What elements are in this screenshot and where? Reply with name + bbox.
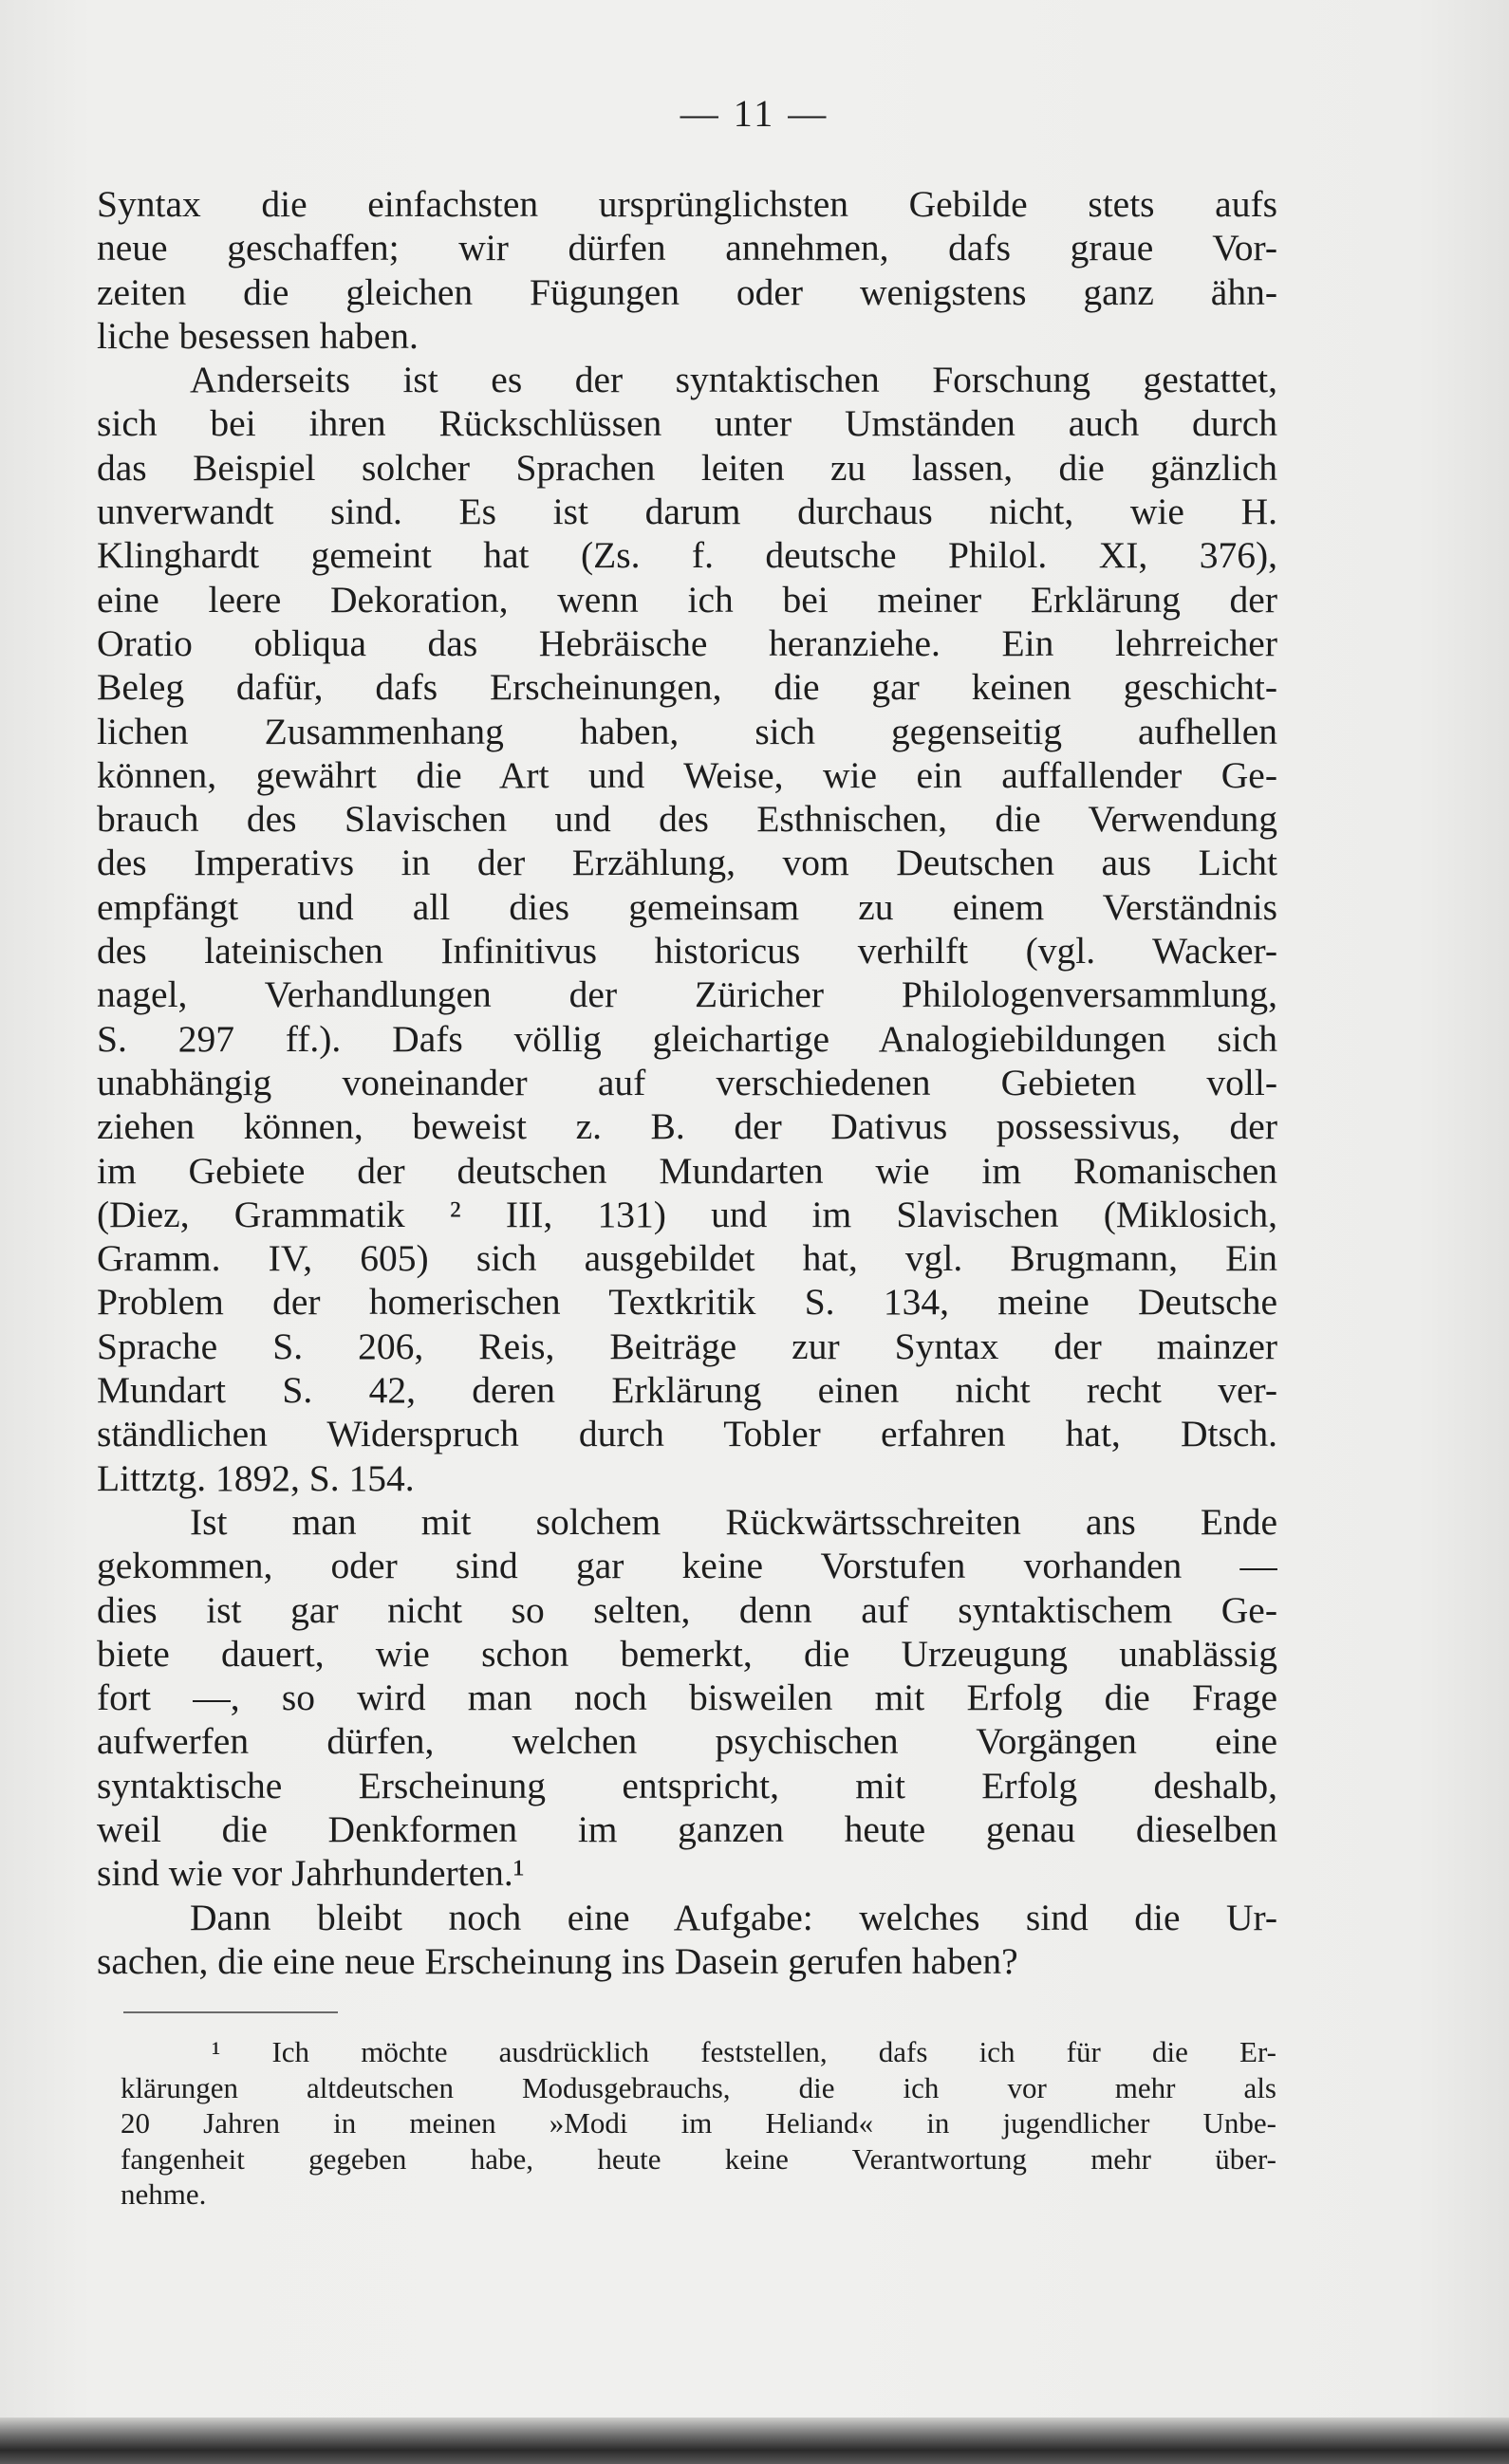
footnote-line: nehme. — [121, 2177, 207, 2211]
text-line: Gramm. IV, 605) sich ausgebildet hat, vgl. Brugmann, Ein — [97, 1237, 1277, 1280]
text-line: aufwerfen dürfen, welchen psychischen Vorgängen eine — [97, 1720, 1277, 1763]
page-number: — 11 — — [680, 92, 829, 135]
text-line: syntaktische Erscheinung entspricht, mit Erfolg deshalb, — [97, 1764, 1277, 1806]
text-line: Littztg. 1892, S. 154. — [97, 1456, 415, 1499]
footnote-line: 20 Jahren in meinen »Modi im Heliand« in jugendlicher Unbe- — [121, 2106, 1276, 2140]
text-line: fort —, so wird man noch bisweilen mit Erfolg die Frage — [97, 1677, 1277, 1719]
text-line: sich bei ihren Rückschlüssen unter Umständen auch durch — [97, 402, 1277, 445]
text-line: Oratio obliqua das Hebräische heranziehe. Ein lehrreicher — [97, 621, 1277, 664]
text-line: Problem der homerischen Textkritik S. 134, meine Deutsche — [97, 1281, 1277, 1324]
text-line: biete dauert, wie schon bemerkt, die Urzeugung unablässig — [97, 1632, 1277, 1675]
text-line: Anderseits ist es der syntaktischen Forschung gestattet, — [190, 359, 1277, 401]
text-line: Klinghardt gemeint hat (Zs. f. deutsche Philol. XI, 376), — [97, 534, 1277, 577]
text-line: eine leere Dekoration, wenn ich bei meiner Erklärung der — [97, 578, 1277, 621]
text-line: Dann bleibt noch eine Aufgabe: welches sind die Ur- — [190, 1896, 1277, 1938]
text-line: neue geschaffen; wir dürfen annehmen, dafs graue Vor- — [97, 227, 1277, 269]
text-line: das Beispiel solcher Sprachen leiten zu lassen, die gänzlich — [97, 446, 1277, 489]
text-line: ziehen können, beweist z. B. der Dativus possessivus, der — [97, 1105, 1277, 1148]
text-line: zeiten die gleichen Fügungen oder wenigstens ganz ähn- — [97, 270, 1277, 313]
text-line: ständlichen Widerspruch durch Tobler erfahren hat, Dtsch. — [97, 1413, 1277, 1455]
text-line: weil die Denkformen im ganzen heute genau dieselben — [97, 1807, 1277, 1850]
text-line: des lateinischen Infinitivus historicus verhilft (vgl. Wacker- — [97, 930, 1277, 973]
text-line: empfängt und all dies gemeinsam zu einem Verständnis — [97, 885, 1277, 928]
text-line: (Diez, Grammatik ² III, 131) und im Slavischen (Miklosich, — [97, 1193, 1277, 1235]
text-line: im Gebiete der deutschen Mundarten wie im Romanischen — [97, 1149, 1277, 1192]
footnote-line: ¹ Ich möchte ausdrücklich feststellen, dafs ich für die Er- — [212, 2035, 1276, 2068]
footnote-line: fangenheit gegeben habe, heute keine Verantwortung mehr über- — [121, 2141, 1276, 2176]
text-line: Ist man mit solchem Rückwärtsschreiten ans Ende — [190, 1500, 1277, 1543]
text-line: unabhängig voneinander auf verschiedenen Gebieten voll- — [97, 1061, 1277, 1103]
text-line: lichen Zusammenhang haben, sich gegenseitig aufhellen — [97, 710, 1277, 752]
text-line: Sprache S. 206, Reis, Beiträge zur Syntax der mainzer — [97, 1325, 1277, 1367]
text-line: nagel, Verhandlungen der Züricher Philologenversammlung, — [97, 973, 1277, 1016]
main-text — [97, 182, 1277, 1983]
text-line: brauch des Slavischen und des Esthnischen, die Verwendung — [97, 798, 1277, 841]
text-line: liche besessen haben. — [97, 314, 419, 357]
footnote-line: klärungen altdeutschen Modusgebrauchs, die ich vor mehr als — [121, 2070, 1276, 2104]
text-line: sind wie vor Jahrhunderten.¹ — [97, 1852, 525, 1895]
footnote-divider — [123, 2011, 338, 2013]
text-line: können, gewährt die Art und Weise, wie ein auffallender Ge- — [97, 753, 1277, 796]
text-line: Beleg dafür, dafs Erscheinungen, die gar keinen geschicht- — [97, 666, 1277, 709]
text-line: Mundart S. 42, deren Erklärung einen nicht recht ver- — [97, 1369, 1277, 1412]
page-bottom-edge — [0, 2418, 1509, 2464]
footnote — [121, 2034, 1276, 2213]
text-line: Syntax die einfachsten ursprünglichsten Gebilde stets aufs — [97, 183, 1277, 225]
text-line: sachen, die eine neue Erscheinung ins Dasein gerufen haben? — [97, 1939, 1018, 1982]
text-line: unverwandt sind. Es ist darum durchaus nicht, wie H. — [97, 491, 1277, 533]
text-line: gekommen, oder sind gar keine Vorstufen vorhanden — — [97, 1545, 1277, 1587]
text-line: des Imperativs in der Erzählung, vom Deutschen aus Licht — [97, 842, 1277, 884]
text-line: dies ist gar nicht so selten, denn auf syntaktischem Ge- — [97, 1588, 1277, 1631]
text-line: S. 297 ff.). Dafs völlig gleichartige Analogiebildungen sich — [97, 1017, 1277, 1060]
